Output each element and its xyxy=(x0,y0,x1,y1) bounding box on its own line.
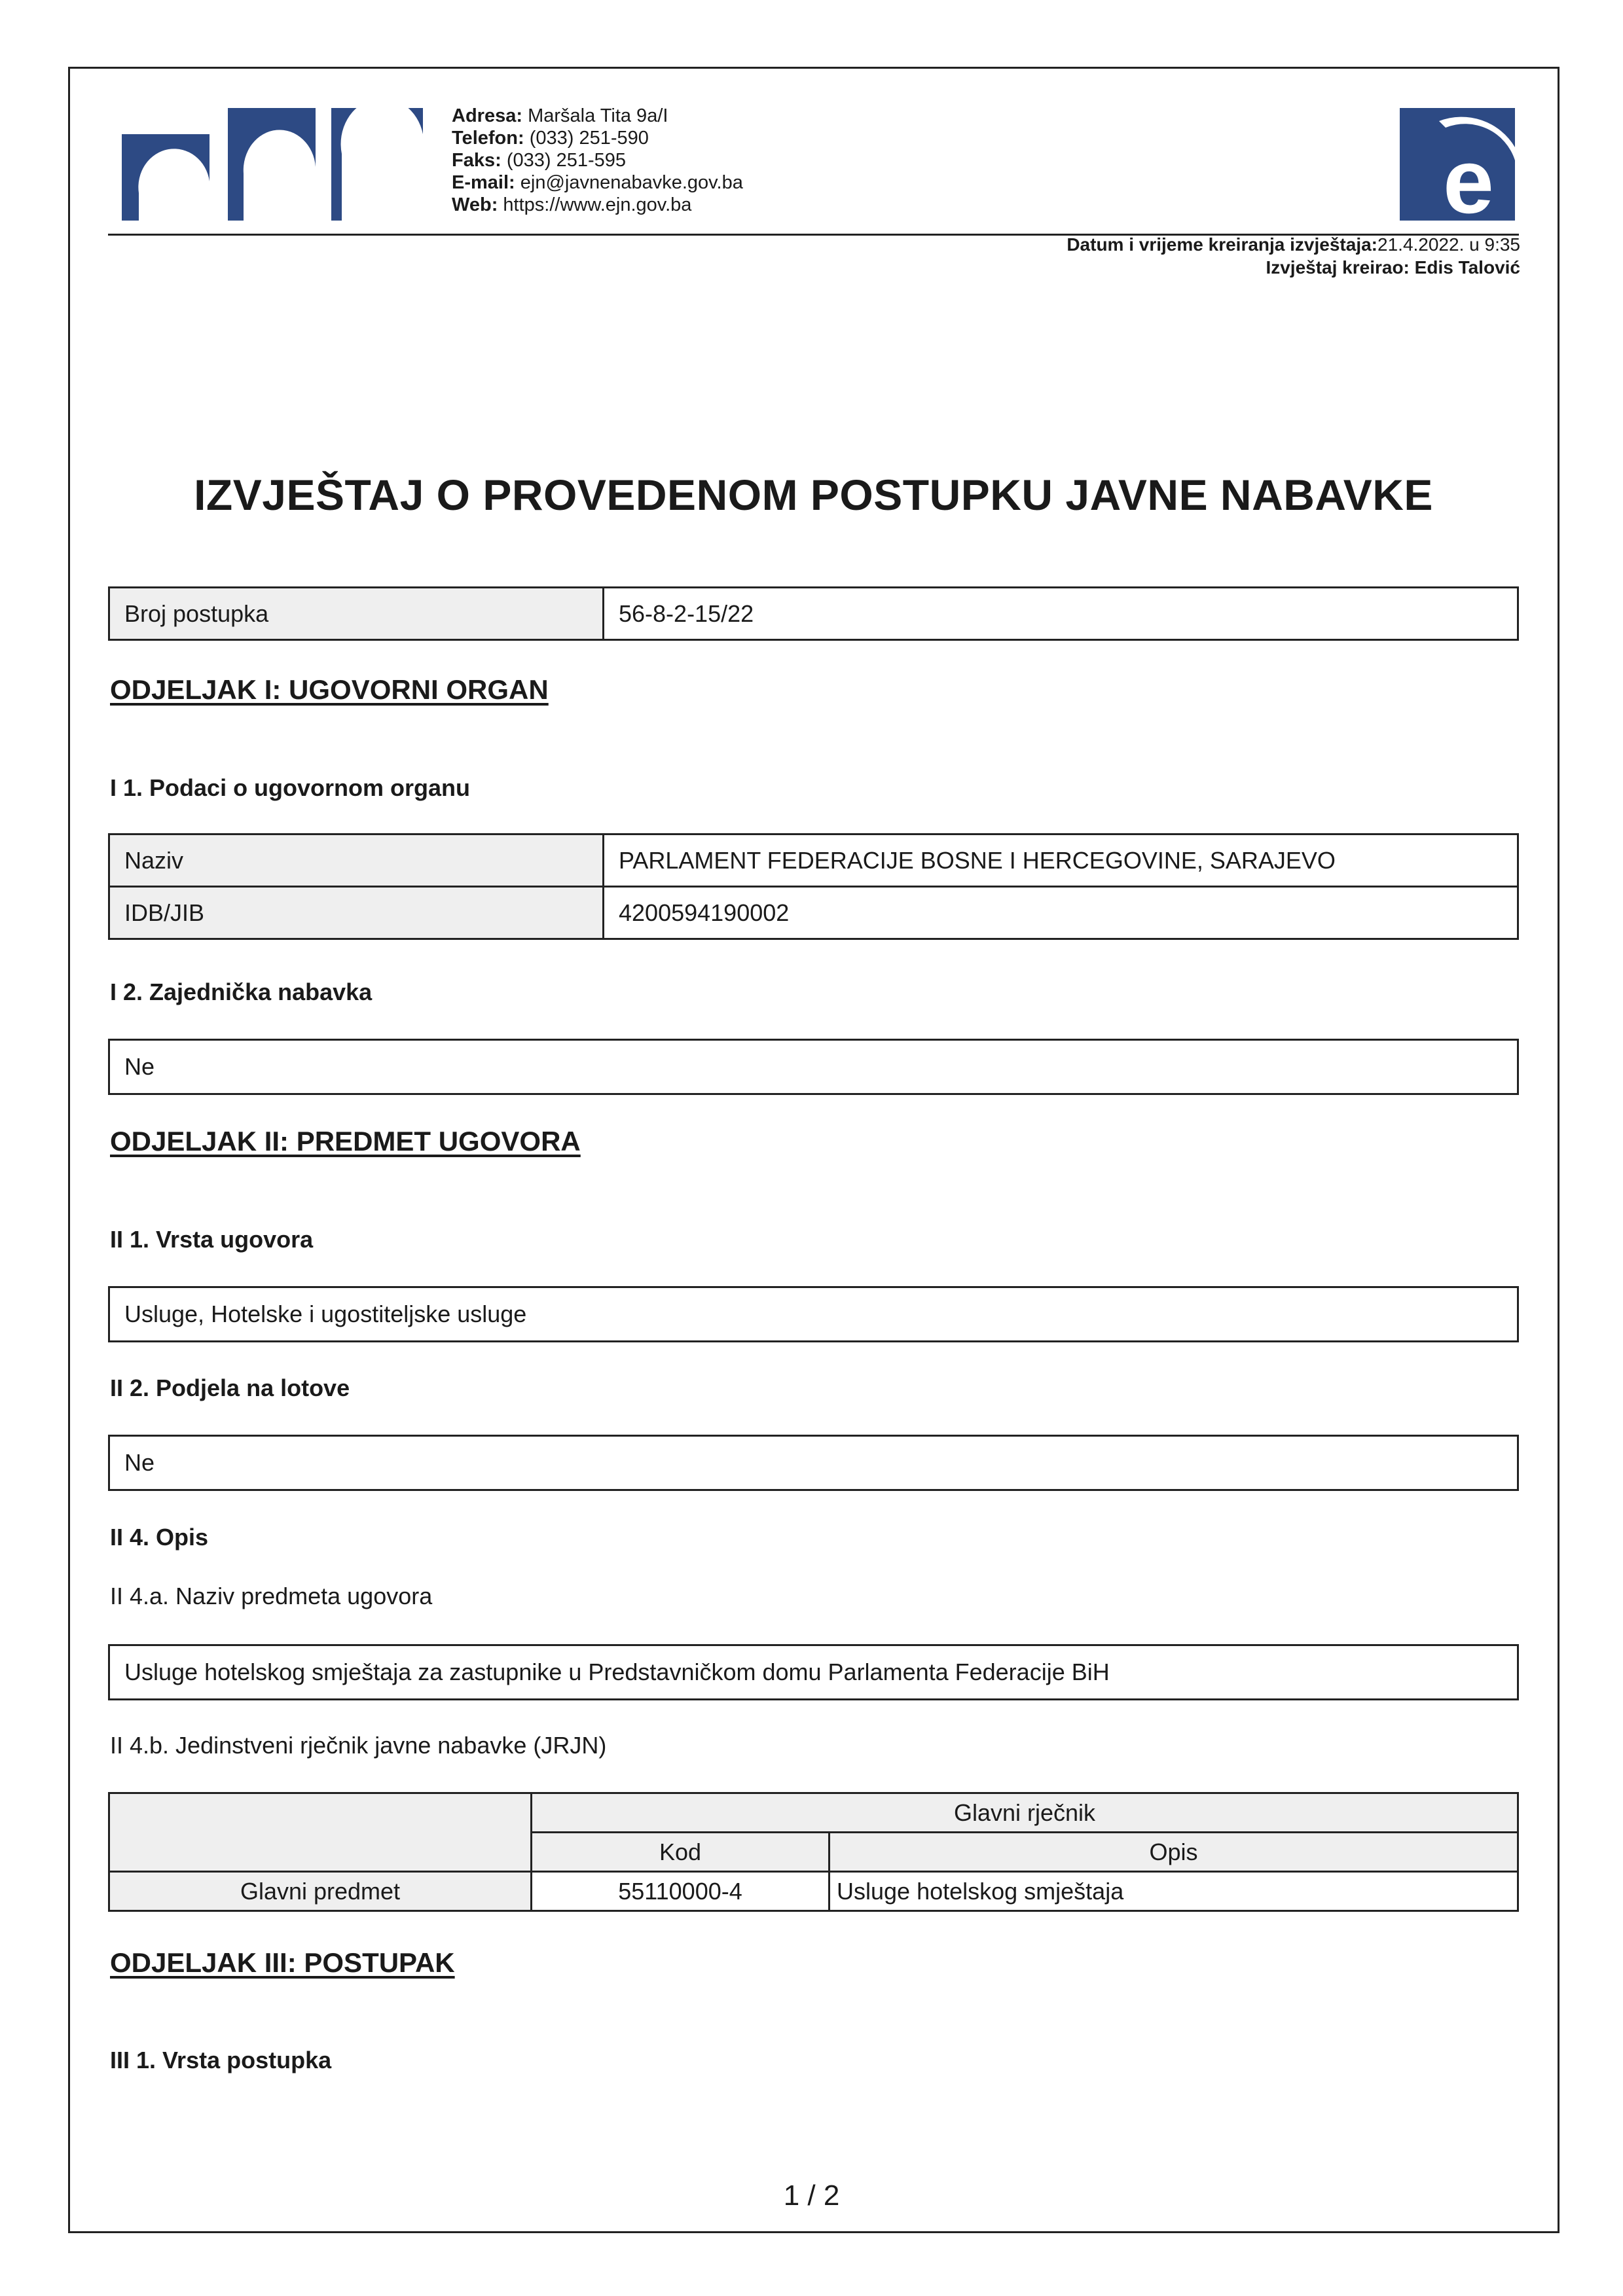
fax-line: Faks: (033) 251-595 xyxy=(452,150,627,171)
table-row xyxy=(109,834,1518,887)
procedure-number-table xyxy=(108,586,1519,641)
address-line: Adresa: Maršala Tita 9a/I xyxy=(452,105,668,126)
page-title: IZVJEŠTAJ O PROVEDENOM POSTUPKU JAVNE NABAVKE xyxy=(194,471,1433,519)
section-3-heading: ODJELJAK III: POSTUPAK xyxy=(110,1947,455,1978)
contract-name-value: Usluge hotelskog smještaja za zastupnike u Predstavničkom domu Parlamenta Federacije BiH xyxy=(108,1644,1519,1700)
section-2-sub-4: II 4. Opis xyxy=(110,1524,209,1551)
email-line: E-mail: ejn@javnenabavke.gov.ba xyxy=(452,172,743,193)
section-2-sub-1: II 1. Vrsta ugovora xyxy=(110,1226,314,1253)
authority-id-label: IDB/JIB xyxy=(109,887,604,939)
svg-text:e: e xyxy=(1443,130,1494,221)
report-meta xyxy=(1067,233,1520,279)
jrjn-row-label: Glavni predmet xyxy=(109,1872,532,1911)
e-nabavke-logo xyxy=(1400,108,1515,221)
ejn-logo xyxy=(122,108,423,221)
section-1-sub-2: I 2. Zajednička nabavka xyxy=(110,978,373,1005)
procedure-number-label: Broj postupka xyxy=(109,588,604,640)
authority-name-label: Naziv xyxy=(109,834,604,887)
section-2-sub-2: II 2. Podjela na lotove xyxy=(110,1374,350,1401)
contracting-authority-table xyxy=(108,833,1519,940)
contract-type-value: Usluge, Hotelske i ugostiteljske usluge xyxy=(108,1286,1519,1342)
author-value: Edis Talović xyxy=(1414,257,1520,278)
procedure-number-value: 56-8-2-15/22 xyxy=(604,588,1518,640)
created-value: 21.4.2022. u 9:35 xyxy=(1377,234,1520,255)
section-2-heading: ODJELJAK II: PREDMET UGOVORA xyxy=(110,1126,581,1157)
contract-name-label: II 4.a. Naziv predmeta ugovora xyxy=(110,1583,433,1609)
contact-block xyxy=(452,105,743,216)
web-line: Web: https://www.ejn.gov.ba xyxy=(452,194,692,215)
table-row xyxy=(109,1872,1518,1911)
jrjn-corner-cell xyxy=(109,1793,532,1872)
jrjn-desc-header: Opis xyxy=(830,1833,1518,1872)
table-row xyxy=(109,887,1518,939)
jrjn-code-value: 55110000-4 xyxy=(532,1872,830,1911)
jrjn-code-header: Kod xyxy=(532,1833,830,1872)
phone-line: Telefon: (033) 251-590 xyxy=(452,128,649,149)
joint-procurement-value: Ne xyxy=(108,1039,1519,1095)
section-1-sub-1: I 1. Podaci o ugovornom organu xyxy=(110,774,471,801)
created-label: Datum i vrijeme kreiranja izvještaja: xyxy=(1067,234,1378,255)
lots-value: Ne xyxy=(108,1435,1519,1491)
jrjn-group-header: Glavni rječnik xyxy=(532,1793,1518,1833)
authority-name-value: PARLAMENT FEDERACIJE BOSNE I HERCEGOVINE, SARAJEVO xyxy=(604,834,1518,887)
jrjn-table xyxy=(108,1792,1519,1912)
jrjn-desc-value: Usluge hotelskog smještaja xyxy=(830,1872,1518,1911)
authority-id-value: 4200594190002 xyxy=(604,887,1518,939)
page-number: 1 / 2 xyxy=(783,2179,840,2212)
jrjn-label: II 4.b. Jedinstveni rječnik javne nabavke (JRJN) xyxy=(110,1732,607,1759)
section-3-sub-1: III 1. Vrsta postupka xyxy=(110,2047,332,2073)
author-label: Izvještaj kreirao: xyxy=(1266,257,1410,278)
section-1-heading: ODJELJAK I: UGOVORNI ORGAN xyxy=(110,674,549,705)
